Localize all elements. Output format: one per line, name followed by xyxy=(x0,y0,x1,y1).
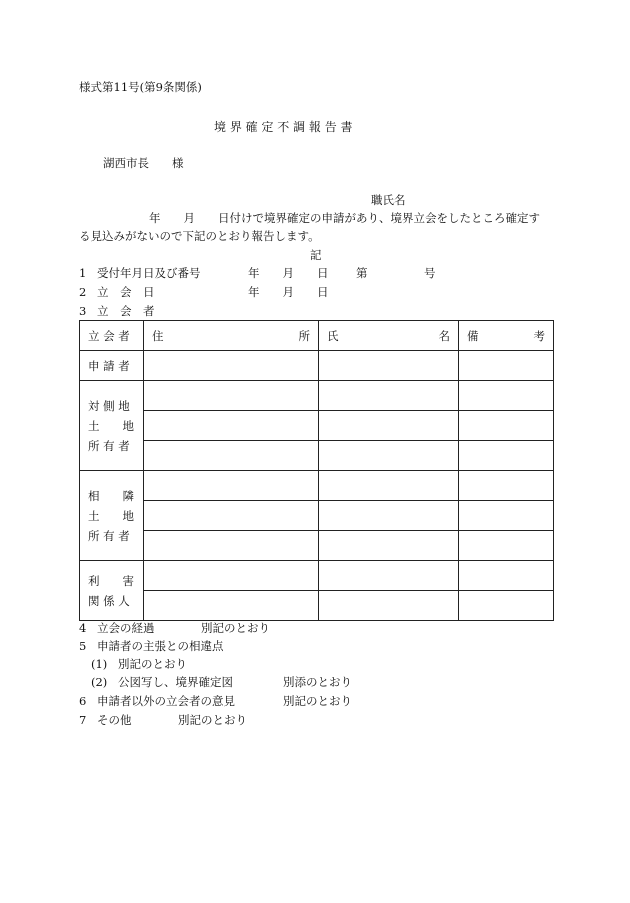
cell-address xyxy=(144,501,319,531)
cell-name xyxy=(319,501,459,531)
category-opposite-owner: 対 側 地 土 地 所 有 者 xyxy=(80,381,144,471)
table-row xyxy=(80,441,554,471)
table-row xyxy=(80,501,554,531)
item-5-number: 5 xyxy=(79,639,87,653)
header-address: 住 所 xyxy=(144,321,319,351)
item-1-number: 1 xyxy=(79,266,87,280)
item-7-value: 別記のとおり xyxy=(178,713,247,727)
document-title: 境 界 確 定 不 調 報 告 書 xyxy=(214,120,353,134)
item-6-label: 申請者以外の立会者の意見 xyxy=(97,694,235,708)
header-attendee: 立 会 者 xyxy=(80,321,144,351)
ki-heading: 記 xyxy=(310,248,322,262)
item-3-label: 立 会 者 xyxy=(97,304,155,318)
item-5-2-value: 別添のとおり xyxy=(283,675,352,689)
header-name: 氏 名 xyxy=(319,321,459,351)
category-applicant: 申 請 者 xyxy=(80,351,144,381)
cell-remarks xyxy=(459,501,554,531)
cell-name xyxy=(319,381,459,411)
cell-address xyxy=(144,531,319,561)
item-5-1-value: 別記のとおり xyxy=(118,657,187,671)
cell-name xyxy=(319,411,459,441)
item-1-date: 年 月 日 xyxy=(248,266,329,280)
cell-name xyxy=(319,561,459,591)
cell-name xyxy=(319,351,459,381)
item-2-date: 年 月 日 xyxy=(248,285,329,299)
cell-remarks xyxy=(459,591,554,621)
cell-address xyxy=(144,411,319,441)
cell-address xyxy=(144,441,319,471)
cell-address xyxy=(144,561,319,591)
table-row xyxy=(80,591,554,621)
item-7-number: 7 xyxy=(79,713,87,727)
category-adjacent-owner: 相 隣 土 地 所 有 者 xyxy=(80,471,144,561)
item-4-value: 別記のとおり xyxy=(201,621,270,635)
item-7-label: その他 xyxy=(97,713,132,727)
cell-name xyxy=(319,471,459,501)
cell-name xyxy=(319,441,459,471)
cell-remarks xyxy=(459,531,554,561)
cell-name xyxy=(319,591,459,621)
table-row xyxy=(80,561,554,591)
item-5-2-label: 公図写し、境界確定図 xyxy=(118,675,233,689)
cell-remarks xyxy=(459,351,554,381)
table-header-row xyxy=(80,321,554,351)
cell-remarks xyxy=(459,381,554,411)
item-3-number: 3 xyxy=(79,304,87,318)
cell-address xyxy=(144,471,319,501)
cell-name xyxy=(319,531,459,561)
item-4-label: 立会の経過 xyxy=(97,621,155,635)
form-number: 様式第11号(第9条関係) xyxy=(79,80,202,94)
item-1-label: 受付年月日及び番号 xyxy=(97,266,201,280)
category-interested-party: 利 害 関 係 人 xyxy=(80,561,144,621)
cell-address xyxy=(144,381,319,411)
cell-remarks xyxy=(459,411,554,441)
table-row xyxy=(80,471,554,501)
item-1-go: 号 xyxy=(424,266,436,280)
table-row xyxy=(80,351,554,381)
official-name-label: 職氏名 xyxy=(371,193,406,207)
item-6-value: 別記のとおり xyxy=(283,694,352,708)
body-text-line-1: 年 月 日付けで境界確定の申請があり、境界立会をしたところ確定す xyxy=(149,211,540,225)
cell-remarks xyxy=(459,471,554,501)
item-5-1-number: (1) xyxy=(91,657,108,671)
table-row xyxy=(80,531,554,561)
cell-address xyxy=(144,351,319,381)
cell-address xyxy=(144,591,319,621)
item-5-2-number: (2) xyxy=(91,675,108,689)
table-row xyxy=(80,411,554,441)
item-1-dai: 第 xyxy=(356,266,368,280)
item-2-label: 立 会 日 xyxy=(97,285,155,299)
header-remarks: 備 考 xyxy=(459,321,554,351)
item-2-number: 2 xyxy=(79,285,87,299)
addressee: 湖西市長 様 xyxy=(103,156,184,170)
item-5-label: 申請者の主張との相違点 xyxy=(97,639,224,653)
item-6-number: 6 xyxy=(79,694,87,708)
table-row xyxy=(80,381,554,411)
body-text-line-2: る見込みがないので下記のとおり報告します。 xyxy=(79,229,320,243)
cell-remarks xyxy=(459,561,554,591)
cell-remarks xyxy=(459,441,554,471)
attendee-table xyxy=(79,320,554,621)
item-4-number: 4 xyxy=(79,621,87,635)
